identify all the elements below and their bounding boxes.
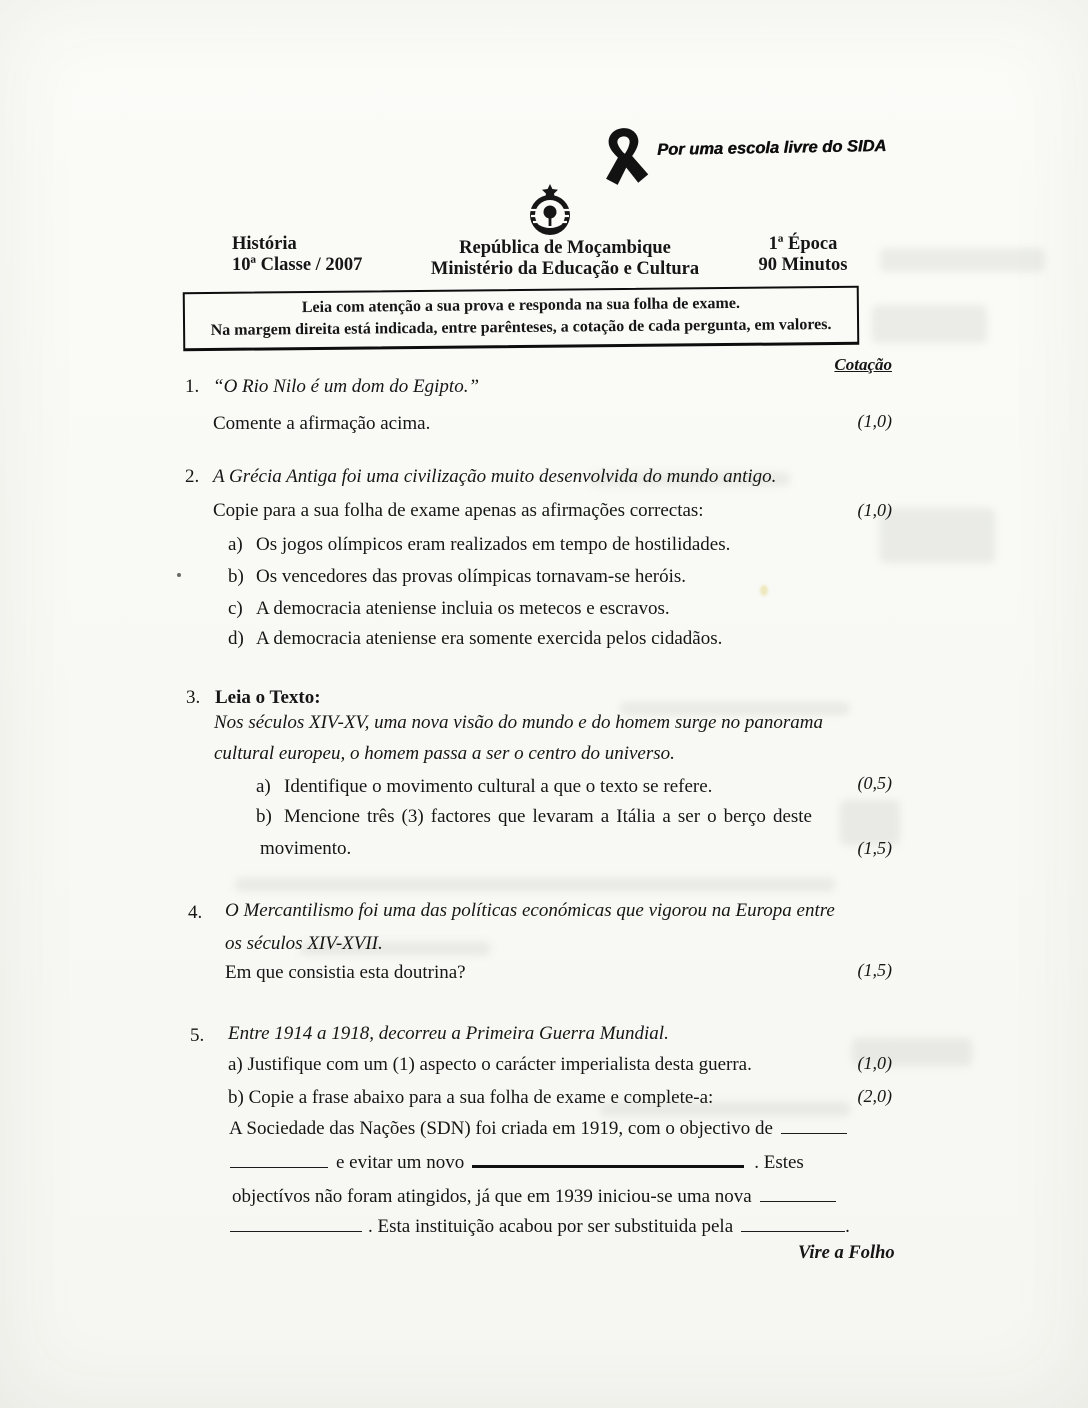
q2-number: 2. xyxy=(185,466,200,487)
fill-line-3-text: objectívos não foram atingidos, já que em 1939 iniciou-se uma nova xyxy=(232,1186,752,1207)
q2-statement: A Grécia Antiga foi uma civilização muito desenvolvida do mundo antigo. xyxy=(213,466,777,487)
q5-statement: Entre 1914 a 1918, decorreu a Primeira Guerra Mundial. xyxy=(228,1023,669,1044)
country-title: República de Moçambique xyxy=(459,238,671,258)
q3-a-mark: (0,5) xyxy=(857,773,892,793)
q3-a-text: Identifique o movimento cultural a que o texto se refere. xyxy=(284,776,713,797)
q3-b-text-line2: movimento. xyxy=(260,838,352,859)
q4-number: 4. xyxy=(188,902,203,923)
fill-line-3 xyxy=(232,1186,836,1208)
q2-option-c-text: A democracia ateniense incluia os metecos e escravos. xyxy=(256,598,670,619)
fill-line-4 xyxy=(230,1216,850,1238)
ministry-title: Ministério da Educação e Cultura xyxy=(430,259,700,279)
q2-task: Copie para a sua folha de exame apenas as afirmações correctas: xyxy=(213,500,704,521)
q2-option-b-label: b) xyxy=(228,566,244,587)
aids-ribbon-icon xyxy=(593,123,657,189)
q3-number: 3. xyxy=(186,687,201,708)
q4-statement-line1: O Mercantilismo foi uma das políticas económicas que vigorou na Europa entre xyxy=(225,900,835,921)
fill-line-1-text: A Sociedade das Nações (SDN) foi criada em 1919, com o objectivo de xyxy=(229,1118,773,1139)
q2-option-a-label: a) xyxy=(228,534,243,555)
q5-a-mark: (1,0) xyxy=(857,1053,892,1073)
q1-number: 1. xyxy=(185,376,200,397)
scan-artifact xyxy=(177,573,181,577)
fill-blank xyxy=(760,1198,836,1202)
q5-b-mark: (2,0) xyxy=(857,1086,892,1106)
fill-line-2-end: . Estes xyxy=(754,1152,804,1173)
cotacao-header: Cotação xyxy=(834,355,892,374)
q3-b-label: b) xyxy=(256,806,272,827)
q4-mark: (1,5) xyxy=(857,960,892,980)
q5-a-text: a) Justifique com um (1) aspecto o carácter imperialista desta guerra. xyxy=(228,1054,752,1075)
q2-option-c-label: c) xyxy=(228,598,243,619)
q3-a-label: a) xyxy=(256,776,271,797)
q3-heading: Leia o Texto: xyxy=(215,687,321,708)
q3-text-line1: Nos séculos XIV-XV, uma nova visão do mundo e do homem surge no panorama xyxy=(214,712,824,733)
q3-b-mark: (1,5) xyxy=(857,838,892,858)
slogan: Por uma escola livre do SIDA xyxy=(656,137,887,159)
q3-b-text-line1: Mencione três (3) factores que levaram a Itália a ser o berço deste xyxy=(284,806,812,827)
turn-page-note: Vire a Folho xyxy=(798,1243,895,1263)
q1-mark: (1,0) xyxy=(857,411,892,431)
fill-line-4-end: . xyxy=(845,1216,850,1237)
subject-title: História xyxy=(232,234,297,254)
q2-option-a-text: Os jogos olímpicos eram realizados em tempo de hostilidades. xyxy=(256,534,731,555)
scan-artifact xyxy=(235,878,835,891)
q4-question: Em que consistia esta doutrina? xyxy=(225,962,466,983)
q2-option-d-label: d) xyxy=(228,628,244,649)
q2-mark: (1,0) xyxy=(857,500,892,520)
fill-blank xyxy=(781,1130,847,1134)
scan-artifact xyxy=(880,508,995,563)
class-year: 10ª Classe / 2007 xyxy=(232,255,363,275)
instructions-line1: Leia com atenção a sua prova e responda na sua folha de exame. xyxy=(301,294,740,317)
coat-of-arms-icon xyxy=(527,184,573,238)
fill-line-1 xyxy=(229,1118,847,1140)
epoch-label: 1ª Época xyxy=(768,234,838,254)
fill-blank xyxy=(230,1228,362,1232)
q4-statement-line2: os séculos XIV-XVII. xyxy=(225,933,383,954)
instructions-box xyxy=(183,286,860,351)
fill-line-2-text: e evitar um novo xyxy=(336,1152,465,1173)
q5-b-text: b) Copie a frase abaixo para a sua folha de exame e complete-a: xyxy=(228,1087,714,1108)
duration-label: 90 Minutos xyxy=(758,255,848,275)
scan-artifact xyxy=(760,585,768,596)
scan-artifact xyxy=(880,248,1045,272)
fill-blank xyxy=(230,1164,328,1168)
instructions-line2: Na margem direita está indicada, entre parênteses, a cotação de cada pergunta, em valores. xyxy=(210,316,832,339)
q2-option-b-text: Os vencedores das provas olímpicas tornavam-se heróis. xyxy=(256,566,687,587)
fill-line-2 xyxy=(230,1152,804,1174)
q1-quote: “O Rio Nilo é um dom do Egipto.” xyxy=(213,376,480,397)
q5-number: 5. xyxy=(190,1025,205,1046)
fill-line-4-text: . Esta instituição acabou por ser substituida pela xyxy=(368,1216,734,1237)
scan-artifact xyxy=(872,305,987,343)
q3-text-line2: cultural europeu, o homem passa a ser o centro do universo. xyxy=(214,743,675,764)
q2-option-d-text: A democracia ateniense era somente exercida pelos cidadãos. xyxy=(256,628,723,649)
fill-blank xyxy=(472,1162,744,1168)
q1-task: Comente a afirmação acima. xyxy=(213,413,431,434)
fill-blank xyxy=(741,1228,845,1232)
